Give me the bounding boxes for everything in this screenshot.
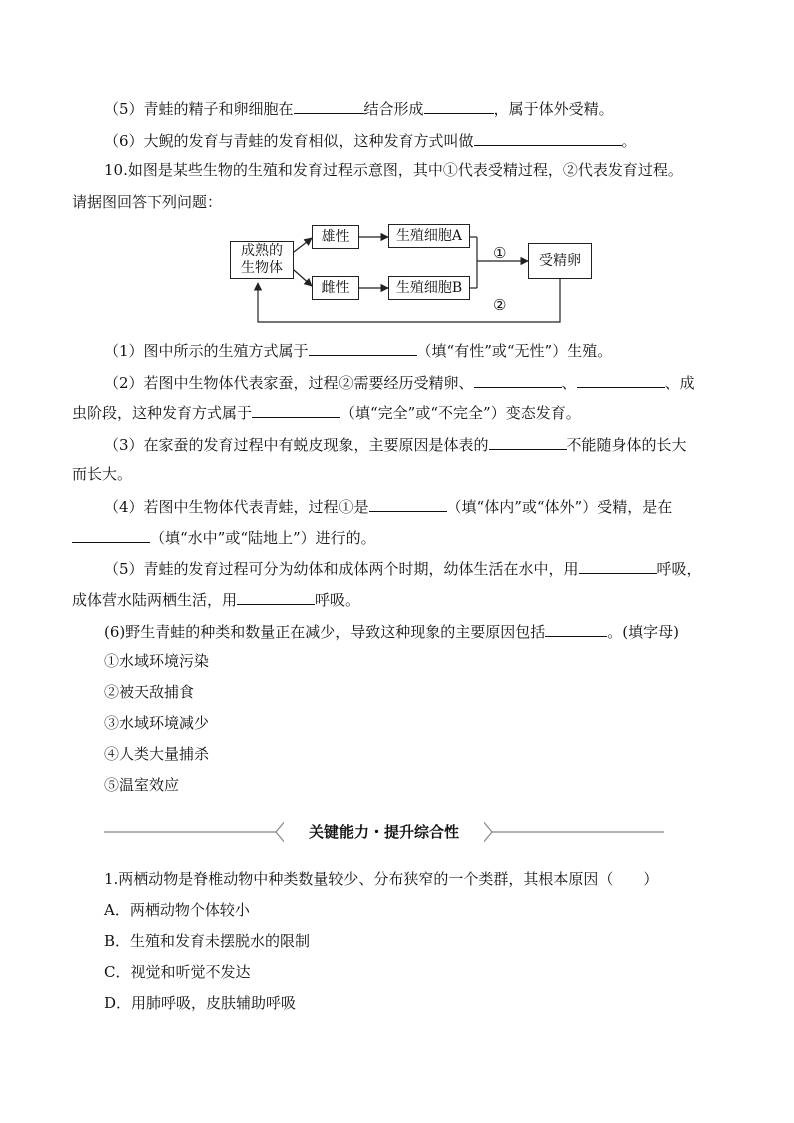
text: （6）大鲵的发育与青蛙的发育相似，这种发育方式叫做 — [104, 132, 474, 150]
arrow-organism-female — [294, 270, 312, 286]
q10-sub-2-line2 — [72, 401, 581, 423]
q10-sub-1 — [104, 339, 612, 361]
option-item: ①水域环境污染 — [104, 652, 210, 670]
q1-stem: 1.两栖动物是脊椎动物中种类数量较少、分布狭窄的一个类群，其根本原因（ ） — [104, 870, 659, 888]
text: 呼吸， — [656, 560, 702, 578]
answer-blank[interactable] — [237, 588, 315, 605]
text: （1）图中所示的生殖方式属于 — [104, 342, 309, 360]
text: ，属于体外受精。 — [493, 100, 614, 118]
text: 、 — [561, 374, 577, 392]
answer-blank[interactable] — [579, 557, 657, 574]
answer-blank[interactable] — [545, 620, 607, 637]
q10-sub-5-line1 — [104, 557, 702, 579]
text: 呼吸。 — [315, 591, 361, 609]
text: 。 — [621, 132, 637, 150]
text: 结合形成 — [363, 100, 424, 118]
step1-label: ① — [493, 244, 507, 262]
q10-sub-3-line1 — [104, 433, 687, 455]
text: （2）若图中生物体代表家蚕，过程②需要经历受精卵、 — [104, 374, 474, 392]
answer-blank[interactable] — [309, 339, 417, 356]
q1-option-b[interactable]: B．生殖和发育未摆脱水的限制 — [104, 932, 311, 950]
option-item: ②被天敌捕食 — [104, 683, 195, 701]
germ-cell-b-box: 生殖细胞B — [388, 276, 470, 300]
text: (6)野生青蛙的种类和数量正在减少，导致这种现象的主要原因包括 — [104, 623, 546, 641]
text: 。(填字母) — [607, 623, 679, 641]
text: 虫阶段，这种发育方式属于 — [72, 404, 253, 422]
q10-sub-4-line1 — [104, 495, 672, 517]
text: （4）若图中生物体代表青蛙，过程①是 — [104, 498, 369, 516]
box-label: 生物体 — [241, 260, 283, 276]
text: （填“完全”或“不完全”）变态发育。 — [340, 404, 581, 422]
text: （填“有性”或“无性”）生殖。 — [416, 342, 613, 360]
fertilized-egg-box: 受精卵 — [528, 243, 592, 279]
section-title: 关键能力・提升综合性 — [284, 819, 484, 845]
q1-option-c[interactable]: C．视觉和听觉不发达 — [104, 963, 251, 981]
option-item: ③水域环境减少 — [104, 714, 210, 732]
male-box: 雄性 — [312, 225, 359, 249]
q10-sub-4-line2 — [72, 526, 376, 548]
arrow-organism-male — [294, 238, 312, 252]
text: （3）在家蚕的发育过程中有蜕皮现象，主要原因是体表的 — [104, 436, 489, 454]
answer-blank[interactable] — [489, 433, 567, 450]
mature-organism-box — [230, 241, 294, 279]
answer-blank[interactable] — [72, 526, 150, 543]
q10-intro-1: 10.如图是某些生物的生殖和发育过程示意图，其中①代表受精过程，②代表发育过程。 — [104, 161, 683, 179]
germ-cell-a-box: 生殖细胞A — [388, 224, 470, 248]
answer-blank[interactable] — [252, 401, 340, 418]
q10-sub-5-line2 — [72, 588, 360, 610]
answer-blank[interactable] — [369, 495, 447, 512]
text: 不能随身体的长大 — [566, 436, 687, 454]
text: （5）青蛙的发育过程可分为幼体和成体两个时期，幼体生活在水中，用 — [104, 560, 579, 578]
box-label: 成熟的 — [241, 243, 283, 259]
q10-sub-6 — [104, 620, 679, 642]
female-box: 雌性 — [312, 276, 359, 300]
q10-sub-2-line1 — [104, 371, 695, 393]
q1-option-d[interactable]: D．用肺呼吸，皮肤辅助呼吸 — [104, 994, 297, 1012]
answer-blank[interactable] — [474, 371, 562, 388]
q10-intro-2: 请据图回答下列问题： — [72, 193, 223, 211]
text: （填“体内”或“体外”）受精，是在 — [446, 498, 673, 516]
text: 、成 — [664, 374, 695, 392]
text: 成体营水陆两栖生活，用 — [72, 591, 238, 609]
option-item: ⑤温室效应 — [104, 776, 180, 794]
answer-blank[interactable] — [577, 371, 665, 388]
text: （5）青蛙的精子和卵细胞在 — [104, 100, 294, 118]
option-item: ④人类大量捕杀 — [104, 745, 210, 763]
q1-option-a[interactable]: A．两栖动物个体较小 — [104, 901, 250, 919]
text: （填“水中”或“陆地上”）进行的。 — [150, 529, 376, 547]
step2-label: ② — [493, 296, 507, 314]
q10-sub-3-line2: 而长大。 — [72, 465, 133, 483]
